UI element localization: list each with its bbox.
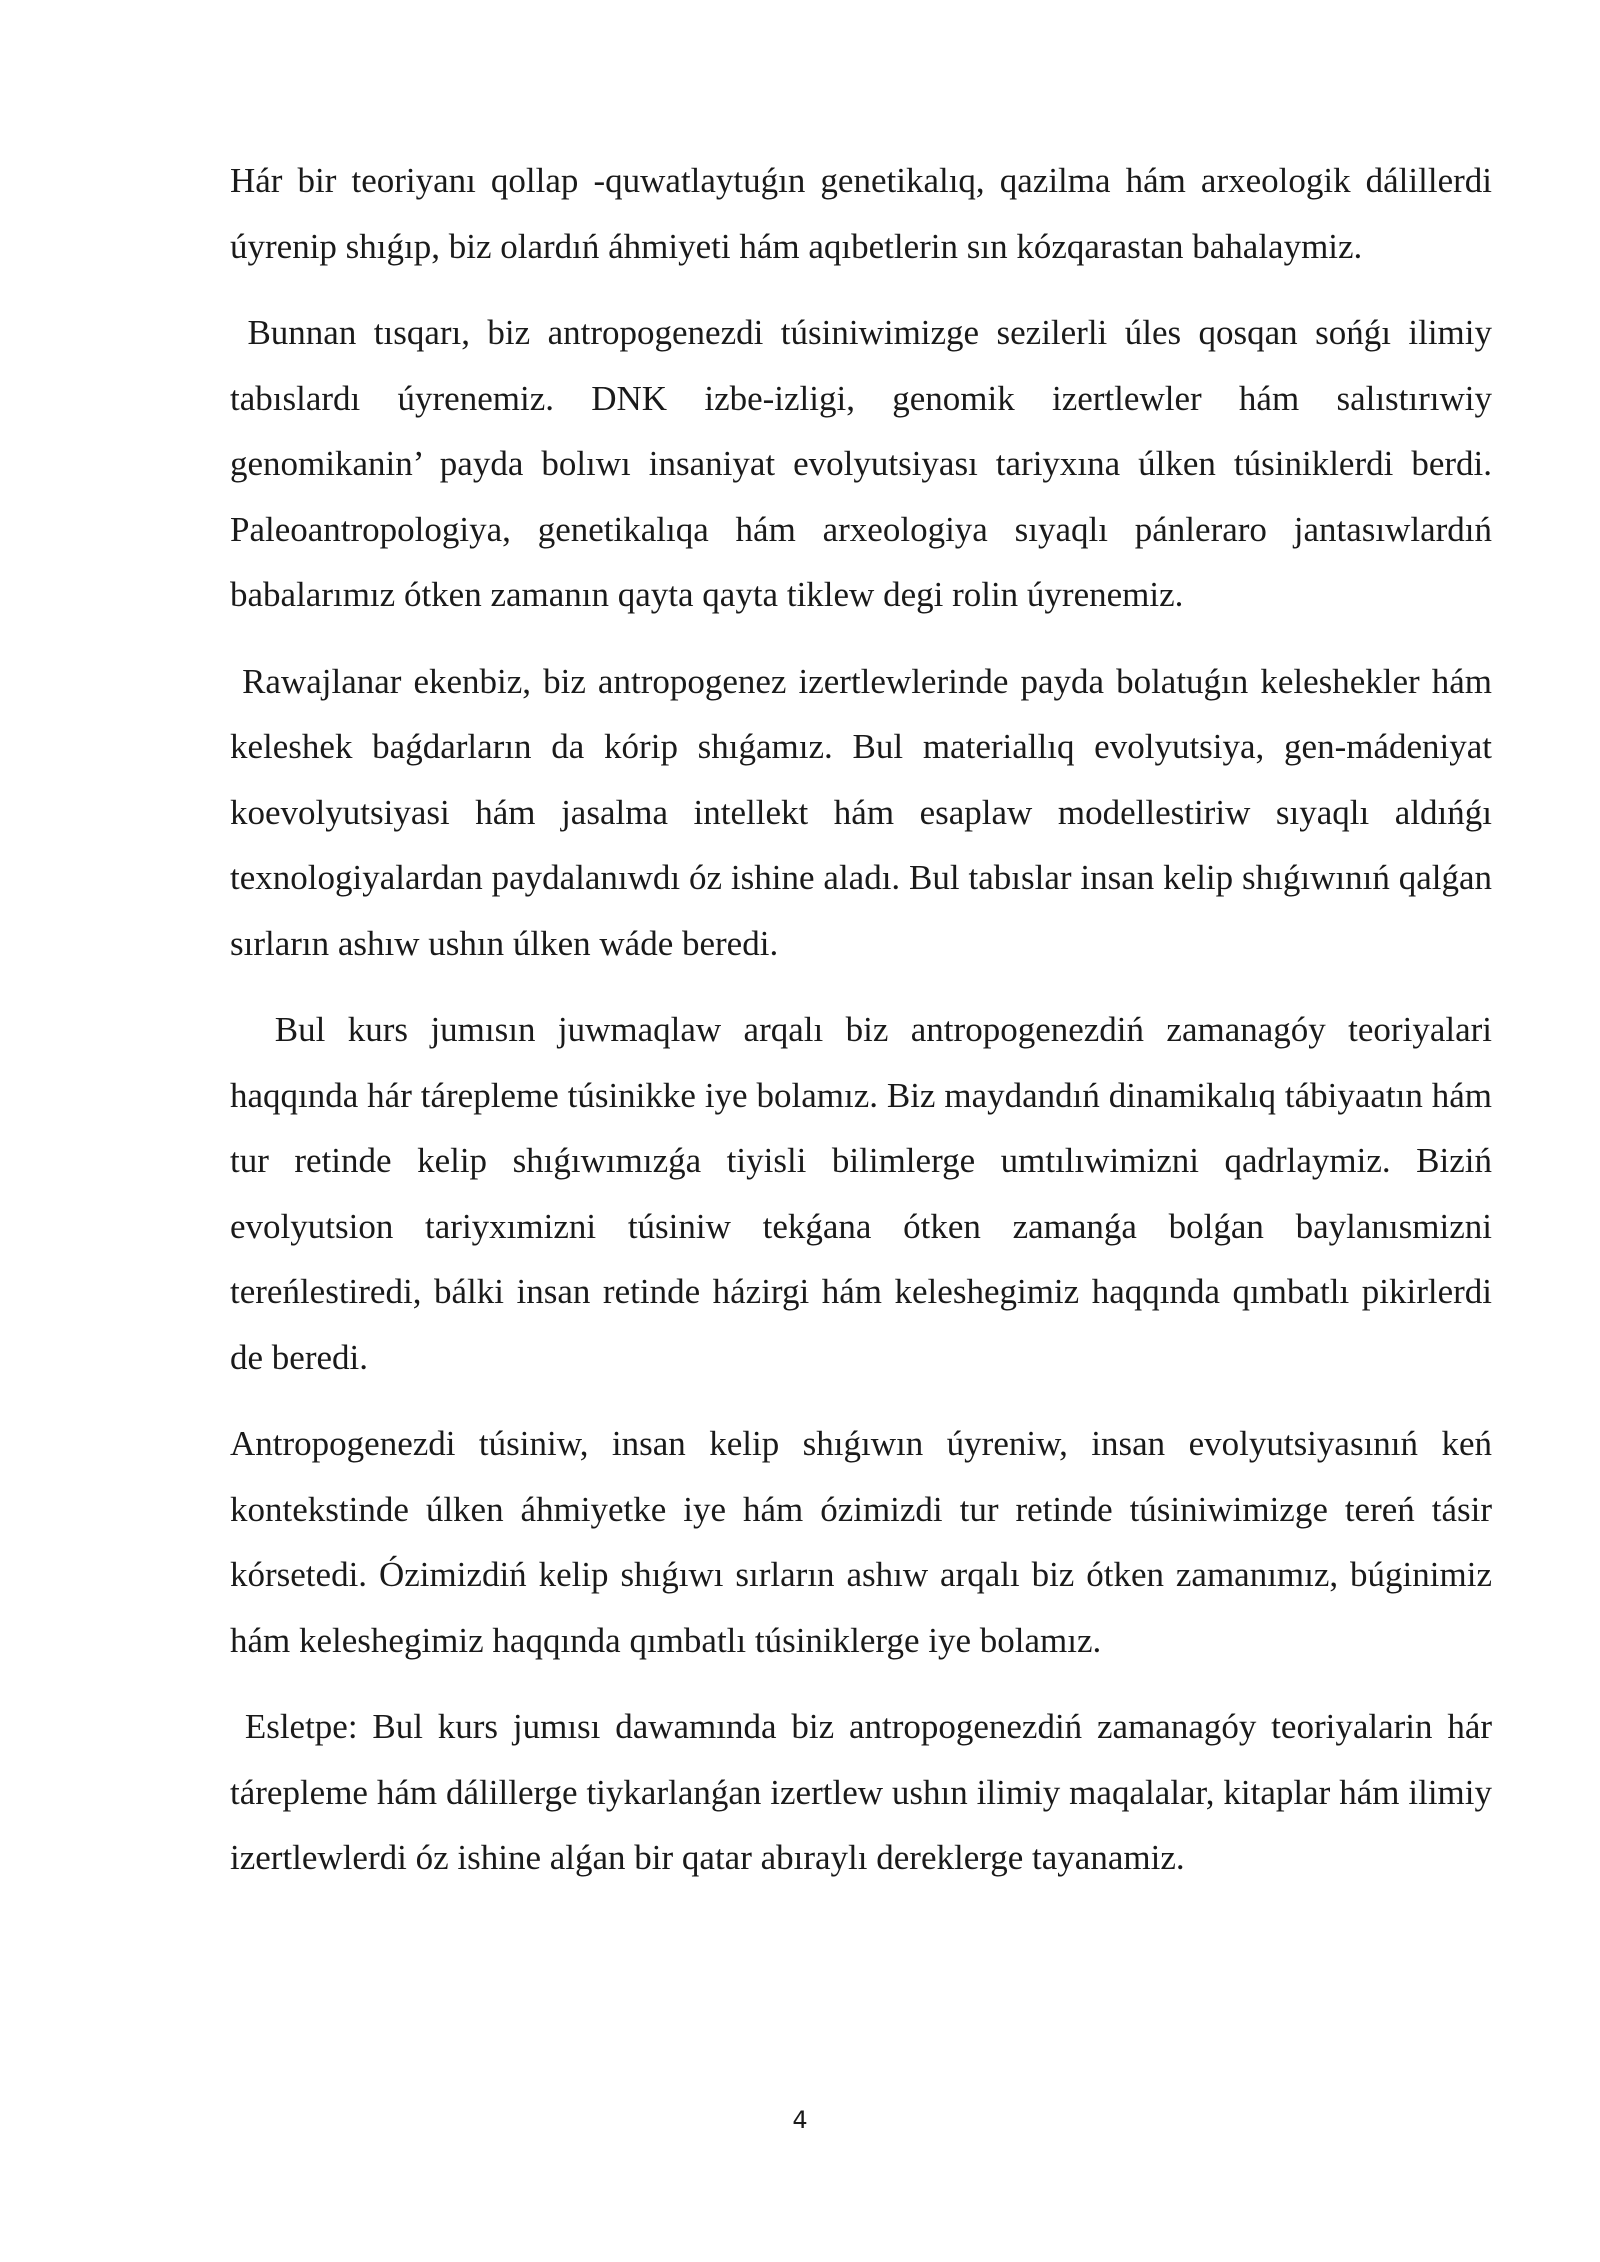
paragraph: Bunnan tısqarı, biz antropogenezdi túsiniwimizge sezilerli úles qosqan sońǵı ilimiy tabıslardı úyrenemiz. DNK izbe-izligi, genomik izertlewler hám salıstırıwiy genomikanin’ payda bolıwı insaniyat evolyutsiyası tariyxına úlken túsiniklerdi berdi. Paleoantropologiya, genetikalıqa hám arxeologiya sıyaqlı pánleraro jantasıwlardıń babalarımız ótken zamanın qayta qayta tiklew degi rolin úyrenemiz. (230, 313, 1501, 614)
paragraph: Esletpe: Bul kurs jumısı dawamında biz antropogenezdiń zamanagóy teoriyalarin hár tárepleme hám dálillerge tiykarlanǵan izertlew ushın ilimiy maqalalar, kitaplar hám ilimiy izertlewlerdi óz ishine alǵan bir qatar abıraylı dereklerge tayanamiz. (230, 1707, 1501, 1877)
paragraph: Hár bir teoriyanı qollap -quwatlaytuǵın genetikalıq, qazilma hám arxeologik dálillerdi úyrenip shıǵıp, biz olardıń áhmiyeti hám aqıbetlerin sın kózqarastan bahalaymiz. (230, 161, 1501, 266)
paragraph: Bul kurs jumısın juwmaqlaw arqalı biz antropogenezdiń zamanagóy teoriyalari haqqında hár tárepleme túsinikke iye bolamız. Biz maydandıń dinamikalıq tábiyaatın hám tur retinde kelip shıǵıwımızǵa tiyisli bilimlerge umtılıwimizni qadrlaymiz. Biziń evolyutsion tariyxımizni túsiniw tekǵana ótken zamanǵa bolǵan baylanısmizni tereńlestiredi, bálki insan retinde házirgi hám keleshegimiz haqqında qımbatlı pikirlerdi de beredi. (230, 1010, 1501, 1377)
page-body (230, 148, 1501, 1912)
paragraph: Antropogenezdi túsiniw, insan kelip shıǵıwın úyreniw, insan evolyutsiyasınıń keń kontekstinde úlken áhmiyetke iye hám ózimizdi tur retinde túsiniwimizge tereń tásir kórsetedi. Ózimizdiń kelip shıǵıwı sırların ashıw arqalı biz ótken zamanımız, búginimiz hám keleshegimiz haqqında qımbatlı túsiniklerge iye bolamız. (230, 1424, 1501, 1660)
page-number: 4 (792, 2106, 808, 2134)
paragraph: Rawajlanar ekenbiz, biz antropogenez izertlewlerinde payda bolatuǵın keleshekler hám keleshek baǵdarların da kórip shıǵamız. Bul materiallıq evolyutsiya, gen-mádeniyat koevolyutsiyasi hám jasalma intellekt hám esaplaw modellestiriw sıyaqlı aldıńǵı texnologiyalardan paydalanıwdı óz ishine aladı. Bul tabıslar insan kelip shıǵıwınıń qalǵan sırların ashıw ushın úlken wáde beredi. (230, 661, 1501, 963)
